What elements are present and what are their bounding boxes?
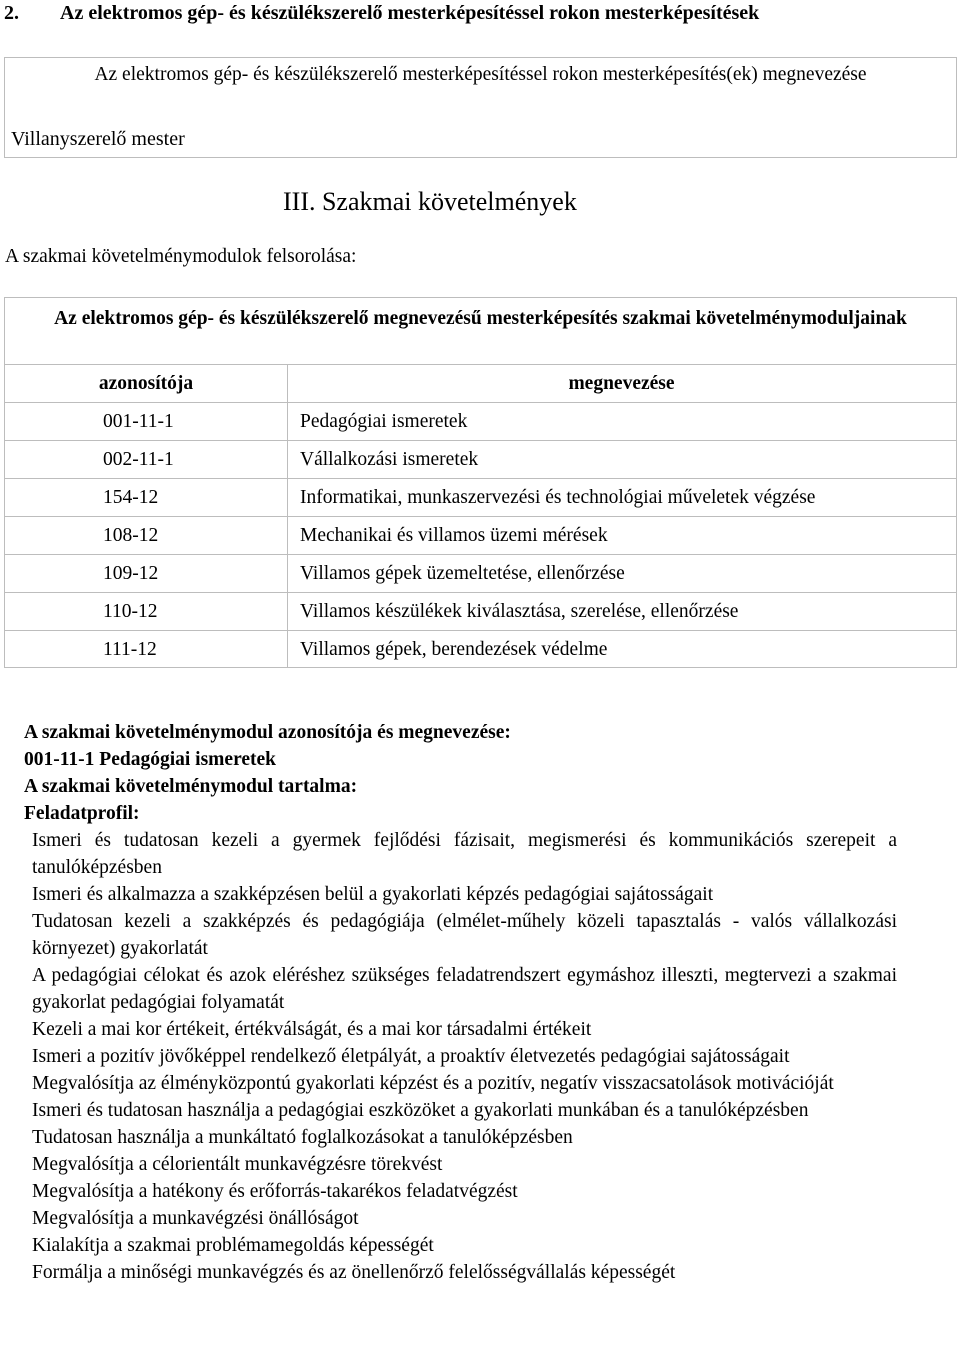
module-row-name: Vállalkozási ismeretek: [300, 449, 479, 470]
module-row-name: Villamos gépek, berendezések védelme: [300, 639, 608, 660]
profile-item: Ismeri a pozitív jövőképpel rendelkező életpályát, a proaktív életvezetés pedagógiai sajátosságait: [32, 1046, 790, 1067]
profile-item: Ismeri és alkalmazza a szakképzésen belül a gyakorlati képzés pedagógiai sajátosságait: [32, 884, 714, 905]
module-row-id: 111-12: [103, 639, 157, 660]
module-row-name: Villamos gépek üzemeltetése, ellenőrzése: [300, 563, 625, 584]
profile-item: Ismeri és tudatosan kezeli a gyermek fejlődési fázisait, megismerési és kommunikációs szerepeit a tanulóképzésben: [32, 830, 897, 878]
profile-item: Tudatosan kezeli a szakképzés és pedagógiája (elmélet-műhely közeli tapasztalás - valós vállalkozási környezet) gyakorlatát: [32, 911, 897, 959]
module-row-id: 001-11-1: [103, 411, 174, 432]
profile-item: Kezeli a mai kor értékeit, értékválságát, és a mai kor társadalmi értékeit: [32, 1019, 592, 1040]
modules-table-caption: Az elektromos gép- és készülékszerelő megnevezésű mesterképesítés szakmai követelménymoduljainak: [54, 308, 907, 329]
table-divider: [5, 364, 956, 365]
module-row-name: Mechanikai és villamos üzemi mérések: [300, 525, 608, 546]
table-divider: [5, 440, 956, 441]
profile-item: Megvalósítja a célorientált munkavégzésre törekvést: [32, 1154, 443, 1175]
profile-item: Megvalósítja a hatékony és erőforrás-takarékos feladatvégzést: [32, 1181, 518, 1202]
profile-list: [32, 827, 897, 1286]
modules-table: [4, 297, 957, 668]
section-heading: [4, 0, 759, 26]
column-header-name: megnevezése: [568, 373, 675, 394]
table-divider: [5, 402, 956, 403]
profile-item: A pedagógiai célokat és azok eléréshez szükséges feladatrendszert egymáshoz illeszti, megtervezi a szakmai gyakorlat pedagógiai folyamatát: [32, 965, 897, 1013]
part-title: III. Szakmai követelmények: [283, 187, 577, 216]
column-header-id: azonosítója: [98, 373, 194, 394]
table-divider: [5, 592, 956, 593]
module-row-name: Pedagógiai ismeretek: [300, 411, 468, 432]
profile-label: Feladatprofil:: [24, 803, 140, 824]
profile-item: Formálja a minőségi munkavégzés és az önellenőrző felelősségvállalás képességét: [32, 1262, 676, 1283]
related-qualifications-table: [4, 57, 957, 158]
module-row-name: Villamos készülékek kiválasztása, szerelése, ellenőrzése: [300, 601, 739, 622]
section-number: 2.: [4, 2, 19, 24]
module-row-id: 108-12: [103, 525, 159, 546]
module-row-id: 110-12: [103, 601, 158, 622]
module-row-id: 002-11-1: [103, 449, 174, 470]
related-qualifications-header: Az elektromos gép- és készülékszerelő mesterképesítéssel rokon mesterképesítés(ek) megnevezése: [94, 64, 867, 85]
related-qualification-item: Villanyszerelő mester: [11, 128, 185, 150]
module-row-name: Informatikai, munkaszervezési és technológiai műveletek végzése: [300, 487, 816, 508]
table-divider: [5, 554, 956, 555]
modules-list-label: A szakmai követelménymodulok felsorolása:: [5, 246, 357, 267]
module-id-name-label: A szakmai követelménymodul azonosítója és megnevezése:: [24, 722, 511, 743]
section-title: Az elektromos gép- és készülékszerelő mesterképesítéssel rokon mesterképesítések: [60, 2, 760, 24]
table-divider: [5, 630, 956, 631]
module-content-label: A szakmai követelménymodul tartalma:: [24, 776, 358, 797]
module-id-name-value: 001-11-1 Pedagógiai ismeretek: [24, 749, 277, 770]
table-divider: [5, 516, 956, 517]
module-row-id: 109-12: [103, 563, 159, 584]
module-row-id: 154-12: [103, 487, 159, 508]
profile-item: Megvalósítja a munkavégzési önállóságot: [32, 1208, 359, 1229]
profile-item: Megvalósítja az élményközpontú gyakorlati képzést és a pozitív, negatív visszacsatolások motivációját: [32, 1073, 834, 1094]
profile-item: Tudatosan használja a munkáltató foglalkozásokat a tanulóképzésben: [32, 1127, 573, 1148]
profile-item: Ismeri és tudatosan használja a pedagógiai eszközöket a gyakorlati munkában és a tanulóképzésben: [32, 1100, 809, 1121]
table-divider: [5, 478, 956, 479]
profile-item: Kialakítja a szakmai problémamegoldás képességét: [32, 1235, 434, 1256]
